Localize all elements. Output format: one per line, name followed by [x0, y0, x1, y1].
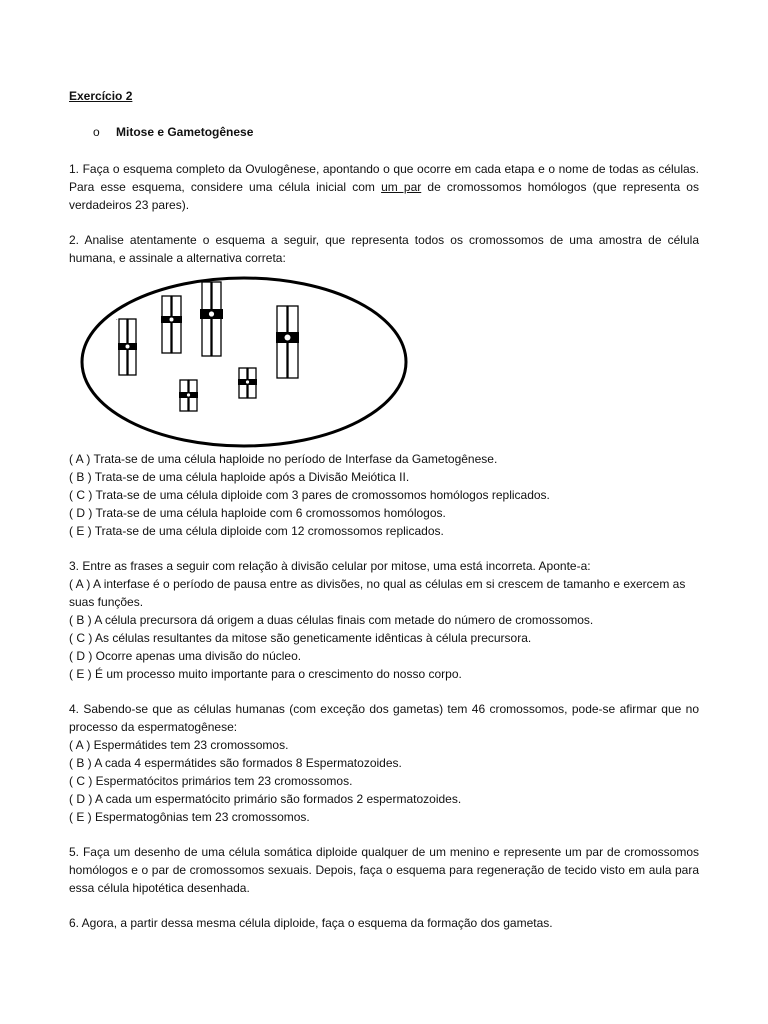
cell-chromosome-svg [79, 275, 409, 450]
document-page [69, 88, 699, 932]
question-3: 3. Entre as frases a seguir com relação à divisão celular por mitose, uma está incorreta. Aponte-a: [69, 559, 591, 573]
question-3-option-e[interactable]: ( E ) É um processo muito importante para o crescimento do nosso corpo. [69, 667, 462, 681]
question-2-option-c[interactable]: ( C ) Trata-se de uma célula diploide com 3 pares de cromossomos homólogos replicados. [69, 488, 550, 502]
bullet-circle-icon: o [93, 125, 100, 139]
question-4-option-a[interactable]: ( A ) Espermátides tem 23 cromossomos. [69, 738, 289, 752]
question-2: 2. Analise atentamente o esquema a seguir, que representa todos os cromossomos de uma amostra de célula humana, e assinale a alternativa correta: [69, 233, 699, 265]
exercise-title: Exercício 2 [69, 89, 133, 103]
question-4-option-c[interactable]: ( C ) Espermatócitos primários tem 23 cromossomos. [69, 774, 353, 788]
question-6: 6. Agora, a partir dessa mesma célula diploide, faça o esquema da formação dos gametas. [69, 916, 553, 930]
question-3-option-b[interactable]: ( B ) A célula precursora dá origem a duas células finais com metade do número de cromossomos. [69, 613, 594, 627]
question-1 [69, 160, 699, 214]
question-5: 5. Faça um desenho de uma célula somática diploide qualquer de um menino e represente um par de cromossomos homólogos e o par de cromossomos sexuais. Depois, faça o esquema para regeneração de tecido visto em aula para essa célula hipotética desenhada. [69, 845, 699, 895]
question-1-text-before: 1. Faça o esquema completo da Ovulogênese, apontando o que ocorre em cada etapa e o nome de todas as células. Para esse esquema, considere uma célula inicial com [69, 162, 699, 194]
question-3-option-c[interactable]: ( C ) As células resultantes da mitose são geneticamente idênticas à célula precursora. [69, 631, 532, 645]
question-4-options [69, 736, 699, 826]
section-heading [69, 124, 699, 140]
chromosome-pair-4 [276, 306, 299, 378]
question-2-option-b[interactable]: ( B ) Trata-se de uma célula haploide após a Divisão Meiótica II. [69, 470, 410, 484]
chromosome-pair-6 [238, 368, 257, 398]
question-4-option-e[interactable]: ( E ) Espermatogônias tem 23 cromossomos. [69, 810, 310, 824]
question-4-option-b[interactable]: ( B ) A cada 4 espermátides são formados 8 Espermatozoides. [69, 756, 402, 770]
question-2-options [69, 450, 699, 540]
chromosome-pair-3 [200, 282, 223, 356]
question-1-underlined: um par [381, 180, 422, 194]
chromosome-pair-5 [179, 380, 198, 411]
section-title: Mitose e Gametogênese [116, 125, 254, 139]
question-2-option-e[interactable]: ( E ) Trata-se de uma célula diploide com 12 cromossomos replicados. [69, 524, 444, 538]
question-4: 4. Sabendo-se que as células humanas (com exceção dos gametas) tem 46 cromossomos, pode-se afirmar que no processo da espermatogênese: [69, 702, 699, 734]
question-3-option-d[interactable]: ( D ) Ocorre apenas uma divisão do núcleo. [69, 649, 302, 663]
question-2-option-d[interactable]: ( D ) Trata-se de uma célula haploide com 6 cromossomos homólogos. [69, 506, 446, 520]
cell-chromosome-diagram [79, 275, 409, 450]
question-3-option-a[interactable]: ( A ) A interfase é o período de pausa entre as divisões, no qual as células em si crescem de tamanho e exercem as suas funções. [69, 577, 686, 609]
chromosome-pair-2 [161, 296, 182, 353]
chromosome-pair-1 [116, 316, 137, 375]
svg-text:.: . [116, 316, 118, 322]
question-1-text-after: de cromossomos homólogos (que representa os verdadeiros 23 pares). [69, 180, 699, 212]
question-2-option-a[interactable]: ( A ) Trata-se de uma célula haploide no período de Interfase da Gametogênese. [69, 452, 498, 466]
question-4-option-d[interactable]: ( D ) A cada um espermatócito primário são formados 2 espermatozoides. [69, 792, 462, 806]
question-3-options [69, 575, 699, 683]
